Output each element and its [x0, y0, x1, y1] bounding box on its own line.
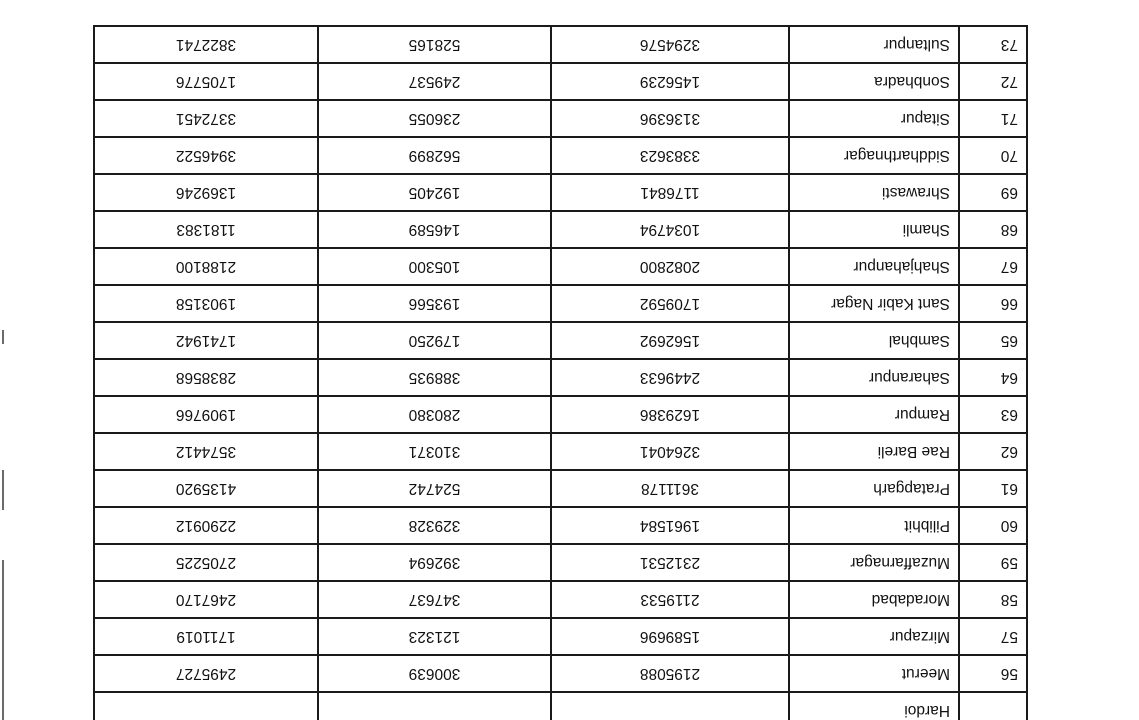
value-cell-3: 2467170 — [94, 581, 318, 618]
value-cell-2: 105300 — [318, 248, 551, 285]
value-cell-3: 1711019 — [94, 618, 318, 655]
value-cell-3: 1705776 — [94, 63, 318, 100]
value-cell-3: 2495727 — [94, 655, 318, 692]
value-cell-1: 1034794 — [551, 211, 789, 248]
value-cell-2: 524742 — [318, 470, 551, 507]
value-cell-2: 347637 — [318, 581, 551, 618]
serial-number-cell: 71 — [959, 100, 1027, 137]
table-row — [94, 433, 1027, 470]
value-cell-1: 1961584 — [551, 507, 789, 544]
district-population-table — [93, 25, 1028, 720]
serial-number-cell: 73 — [959, 26, 1027, 63]
serial-number-cell: 72 — [959, 63, 1027, 100]
value-cell-2: 192405 — [318, 174, 551, 211]
serial-number-cell: 67 — [959, 248, 1027, 285]
table-row — [94, 544, 1027, 581]
table-row — [94, 359, 1027, 396]
table-row — [94, 655, 1027, 692]
district-name-cell: Pratapgarh — [789, 470, 959, 507]
serial-number-cell: 60 — [959, 507, 1027, 544]
district-name-cell: Moradabad — [789, 581, 959, 618]
serial-number-cell: 57 — [959, 618, 1027, 655]
serial-number-cell: 59 — [959, 544, 1027, 581]
value-cell-3: 1369246 — [94, 174, 318, 211]
value-cell-1: 1562692 — [551, 322, 789, 359]
table-body — [94, 26, 1027, 720]
table-row — [94, 285, 1027, 322]
table-row — [94, 470, 1027, 507]
serial-number-cell: 62 — [959, 433, 1027, 470]
value-cell-2: 249537 — [318, 63, 551, 100]
district-name-cell: Sant Kabir Nagar — [789, 285, 959, 322]
serial-number-cell: 56 — [959, 655, 1027, 692]
district-name-cell: Siddharthnagar — [789, 137, 959, 174]
district-name-cell: Shrawasti — [789, 174, 959, 211]
district-name-cell: Muzaffarnagar — [789, 544, 959, 581]
district-name-cell: Mirzapur — [789, 618, 959, 655]
district-name-cell: Shamli — [789, 211, 959, 248]
district-name-cell: Sambhal — [789, 322, 959, 359]
table-row — [94, 581, 1027, 618]
value-cell-1: 2195088 — [551, 655, 789, 692]
value-cell-2: 193566 — [318, 285, 551, 322]
serial-number-cell: 69 — [959, 174, 1027, 211]
district-name-cell: Rampur — [789, 396, 959, 433]
value-cell-3 — [94, 692, 318, 720]
value-cell-2: 146589 — [318, 211, 551, 248]
value-cell-3: 2705225 — [94, 544, 318, 581]
table-row — [94, 507, 1027, 544]
value-cell-3: 3822741 — [94, 26, 318, 63]
district-name-cell: Sitapur — [789, 100, 959, 137]
table-row — [94, 322, 1027, 359]
serial-number-cell: 63 — [959, 396, 1027, 433]
value-cell-1: 1589696 — [551, 618, 789, 655]
table-row — [94, 211, 1027, 248]
serial-number-cell: 64 — [959, 359, 1027, 396]
serial-number-cell: 70 — [959, 137, 1027, 174]
value-cell-2: 392694 — [318, 544, 551, 581]
table-row — [94, 137, 1027, 174]
value-cell-3: 1181383 — [94, 211, 318, 248]
value-cell-1: 1709592 — [551, 285, 789, 322]
district-name-cell: Sonbhadra — [789, 63, 959, 100]
value-cell-3: 1903158 — [94, 285, 318, 322]
table-row — [94, 26, 1027, 63]
serial-number-cell: 66 — [959, 285, 1027, 322]
value-cell-3: 2188100 — [94, 248, 318, 285]
value-cell-3: 3946522 — [94, 137, 318, 174]
value-cell-1: 2312531 — [551, 544, 789, 581]
table-row — [94, 692, 1027, 720]
value-cell-2: 236055 — [318, 100, 551, 137]
value-cell-1: 2082800 — [551, 248, 789, 285]
value-cell-3: 3372451 — [94, 100, 318, 137]
value-cell-1: 1629386 — [551, 396, 789, 433]
value-cell-2: 280380 — [318, 396, 551, 433]
serial-number-cell — [959, 692, 1027, 720]
district-name-cell: Meerut — [789, 655, 959, 692]
value-cell-2: 562899 — [318, 137, 551, 174]
value-cell-3: 2290912 — [94, 507, 318, 544]
value-cell-3: 4135920 — [94, 470, 318, 507]
value-cell-3: 1909766 — [94, 396, 318, 433]
district-name-cell: Sultanpur — [789, 26, 959, 63]
value-cell-1: 3136396 — [551, 100, 789, 137]
table-row — [94, 618, 1027, 655]
value-cell-1: 1456239 — [551, 63, 789, 100]
value-cell-2: 179250 — [318, 322, 551, 359]
value-cell-1: 3264041 — [551, 433, 789, 470]
value-cell-2: 329328 — [318, 507, 551, 544]
serial-number-cell: 58 — [959, 581, 1027, 618]
table-row — [94, 100, 1027, 137]
value-cell-1 — [551, 692, 789, 720]
serial-number-cell: 65 — [959, 322, 1027, 359]
value-cell-1: 2449633 — [551, 359, 789, 396]
value-cell-2 — [318, 692, 551, 720]
value-cell-2: 388935 — [318, 359, 551, 396]
value-cell-3: 1741942 — [94, 322, 318, 359]
value-cell-2: 121323 — [318, 618, 551, 655]
value-cell-1: 1176841 — [551, 174, 789, 211]
value-cell-3: 3574412 — [94, 433, 318, 470]
value-cell-1: 3611178 — [551, 470, 789, 507]
value-cell-2: 528165 — [318, 26, 551, 63]
district-name-cell: Saharanpur — [789, 359, 959, 396]
value-cell-1: 3383623 — [551, 137, 789, 174]
value-cell-1: 2119533 — [551, 581, 789, 618]
district-name-cell: Rae Bareli — [789, 433, 959, 470]
value-cell-3: 2838568 — [94, 359, 318, 396]
table-row — [94, 248, 1027, 285]
district-name-cell: Shahjahanpur — [789, 248, 959, 285]
value-cell-2: 300639 — [318, 655, 551, 692]
value-cell-1: 3294576 — [551, 26, 789, 63]
serial-number-cell: 61 — [959, 470, 1027, 507]
value-cell-2: 310371 — [318, 433, 551, 470]
table-row — [94, 174, 1027, 211]
district-name-cell: Pilibhit — [789, 507, 959, 544]
table-row — [94, 63, 1027, 100]
table-row — [94, 396, 1027, 433]
serial-number-cell: 68 — [959, 211, 1027, 248]
district-name-cell: Hardoi — [789, 692, 959, 720]
